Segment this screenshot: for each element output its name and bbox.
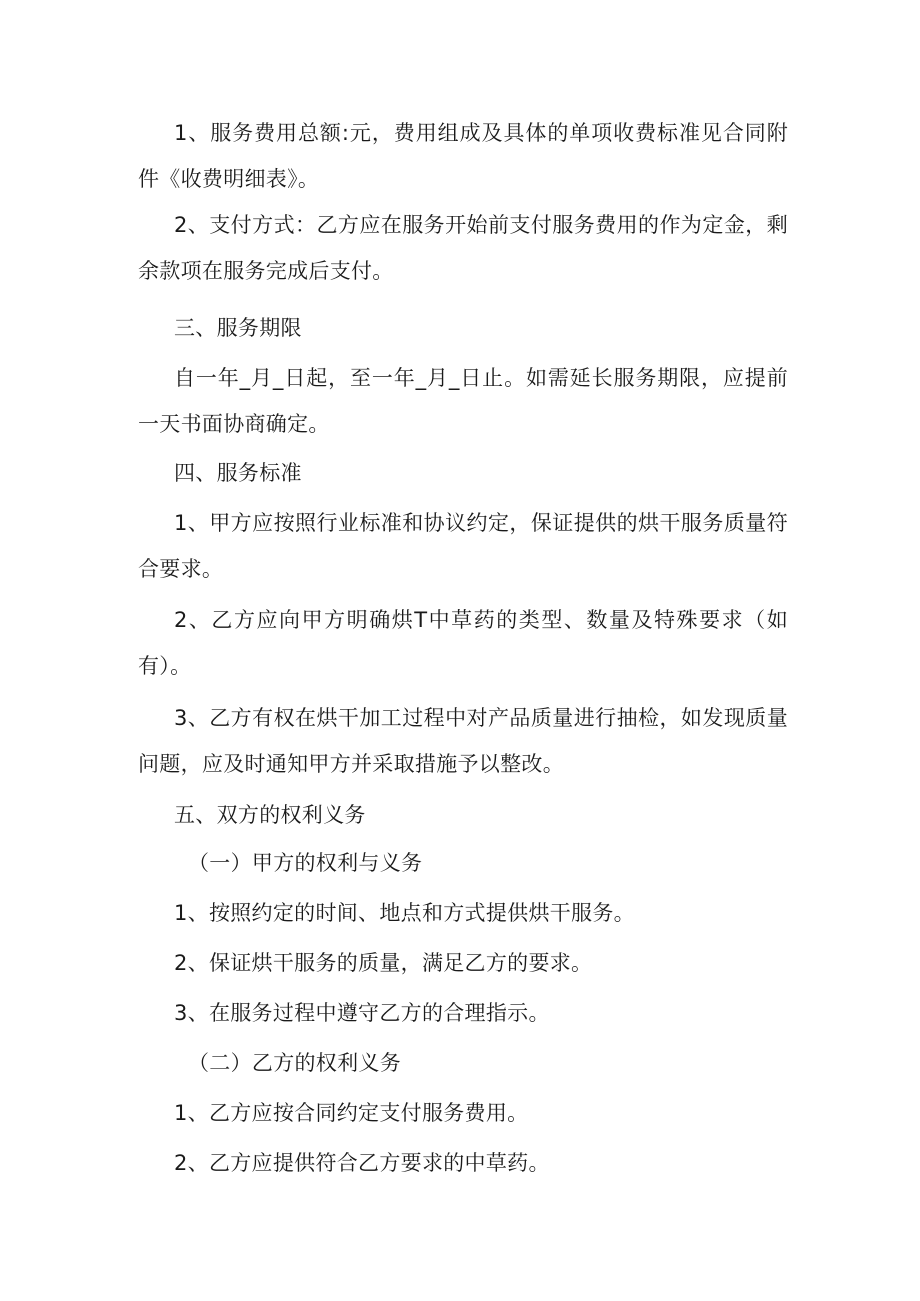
subsection-heading-party-a: （一）甲方的权利与义务 bbox=[188, 851, 423, 875]
section-heading-rights-obligations: 五、双方的权利义务 bbox=[174, 803, 366, 827]
paragraph-standard-1: 1、甲方应按照行业标准和协议约定，保证提供的烘干服务质量符合要求。 bbox=[138, 511, 788, 581]
paragraph-party-b-2: 2、乙方应提供符合乙方要求的中草药。 bbox=[174, 1151, 550, 1175]
paragraph-party-a-3: 3、在服务过程中遵守乙方的合理指示。 bbox=[174, 1001, 550, 1025]
paragraph-party-b-1: 1、乙方应按合同约定支付服务费用。 bbox=[174, 1101, 529, 1125]
paragraph-standard-3: 3、乙方有权在烘干加工过程中对产品质量进行抽检，如发现质量问题，应及时通知甲方并采取措施予以整改。 bbox=[138, 706, 788, 776]
section-heading-service-standard: 四、服务标准 bbox=[174, 461, 302, 485]
section-heading-service-period: 三、服务期限 bbox=[174, 316, 302, 340]
paragraph-party-a-1: 1、按照约定的时间、地点和方式提供烘干服务。 bbox=[174, 901, 635, 925]
paragraph-party-a-2: 2、保证烘干服务的质量，满足乙方的要求。 bbox=[174, 951, 593, 975]
paragraph-standard-2: 2、乙方应向甲方明确烘T中草药的类型、数量及特殊要求（如有）。 bbox=[138, 608, 788, 678]
paragraph-payment-method: 2、支付方式：乙方应在服务开始前支付服务费用的作为定金，剩余款项在服务完成后支付。 bbox=[138, 213, 788, 283]
paragraph-fee-total: 1、服务费用总额:元，费用组成及具体的单项收费标准见合同附件《收费明细表》。 bbox=[138, 121, 788, 191]
paragraph-service-period: 自一年_月_日起，至一年_月_日止。如需延长服务期限，应提前一天书面协商确定。 bbox=[138, 366, 788, 436]
subsection-heading-party-b: （二）乙方的权利义务 bbox=[188, 1051, 401, 1075]
